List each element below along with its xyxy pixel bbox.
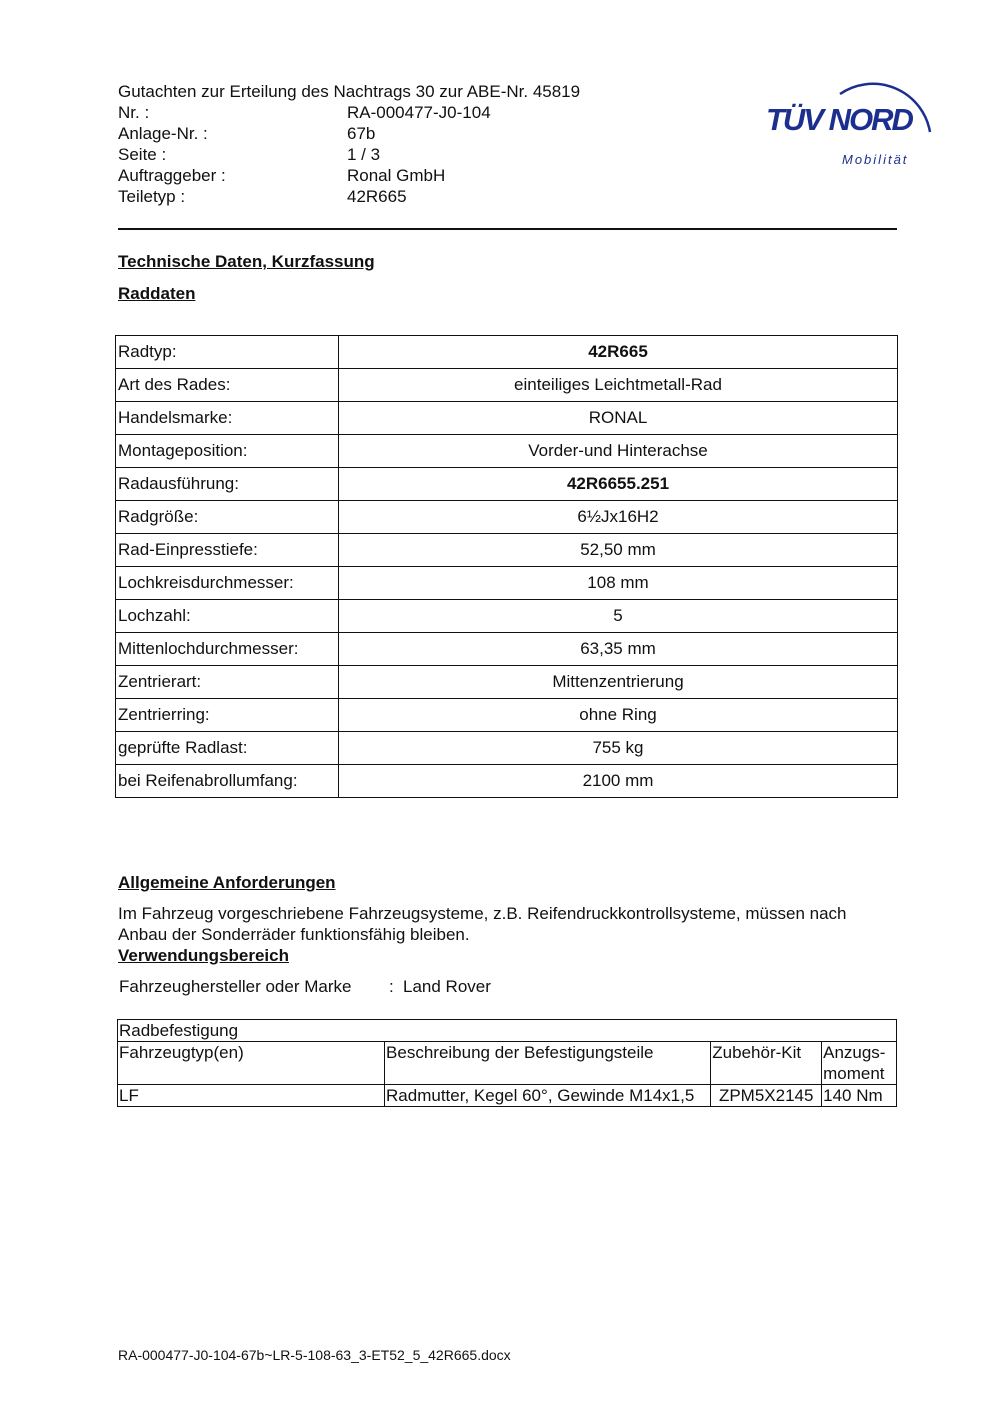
logo-subtitle: Mobilität [842,152,909,167]
table-row [116,435,898,468]
raddaten-table [115,335,898,798]
row-label: Radausführung: [116,468,339,501]
column-header: Beschreibung der Befestigungsteile [385,1042,711,1085]
table-row [116,699,898,732]
meta-value: 1 / 3 [347,145,381,164]
row-label: bei Reifenabrollumfang: [116,765,339,798]
usage-row [119,977,491,997]
table-row [116,732,898,765]
table-row [116,534,898,567]
table-row [116,336,898,369]
table-row [116,468,898,501]
table-row [116,402,898,435]
row-label: Mittenlochdurchmesser: [116,633,339,666]
row-label: Radgröße: [116,501,339,534]
row-value: 755 kg [339,732,898,765]
row-label: Rad-Einpresstiefe: [116,534,339,567]
table-header-row [118,1042,897,1085]
allgemeine-text: Im Fahrzeug vorgeschriebene Fahrzeugsysteme, z.B. Reifendruckkontrollsysteme, müssen nach Anbau der Sonderräder funktionsfähig bleiben. [118,904,847,944]
document-header [118,81,580,207]
row-value: 2100 mm [339,765,898,798]
row-label: Art des Rades: [116,369,339,402]
column-header: Anzugs-moment [822,1042,897,1085]
meta-label: Anlage-Nr. : [118,124,208,143]
row-label: Lochzahl: [116,600,339,633]
table-row [116,633,898,666]
table-cell: Radmutter, Kegel 60°, Gewinde M14x1,5 [385,1085,711,1107]
heading-raddaten: Raddaten [118,284,196,303]
meta-value: 67b [347,124,376,143]
meta-row-anlage [118,123,580,144]
heading-technische-daten: Technische Daten, Kurzfassung [118,252,375,271]
usage-separator: : [389,977,394,996]
row-value: 52,50 mm [339,534,898,567]
row-value: 5 [339,600,898,633]
meta-row-seite [118,144,580,165]
table-title-row [118,1020,897,1042]
meta-value: 42R665 [347,187,407,206]
table-row [116,765,898,798]
table-cell: 140 Nm [822,1085,897,1107]
usage-label: Fahrzeughersteller oder Marke [119,977,352,996]
row-label: Zentrierart: [116,666,339,699]
row-value: Mittenzentrierung [339,666,898,699]
tuv-nord-logo [762,56,942,171]
usage-value: Land Rover [403,977,491,996]
row-value: 6½Jx16H2 [339,501,898,534]
meta-label: Auftraggeber : [118,166,226,185]
row-value: 42R6655.251 [339,468,898,501]
meta-row-auftraggeber [118,165,580,186]
meta-row-teiletyp [118,186,580,207]
table-row [116,600,898,633]
header-divider [118,228,897,230]
table-title: Radbefestigung [118,1020,897,1042]
row-value: Vorder-und Hinterachse [339,435,898,468]
table-row [118,1085,897,1107]
row-label: Lochkreisdurchmesser: [116,567,339,600]
table-row [116,567,898,600]
meta-label: Teiletyp : [118,187,186,206]
table-row [116,666,898,699]
row-value: 108 mm [339,567,898,600]
row-label: Montageposition: [116,435,339,468]
row-label: geprüfte Radlast: [116,732,339,765]
column-header: Fahrzeugtyp(en) [118,1042,385,1085]
meta-value: RA-000477-J0-104 [347,103,491,122]
row-value: 42R665 [339,336,898,369]
table-cell: LF [118,1085,385,1107]
row-label: Radtyp: [116,336,339,369]
table-row [116,369,898,402]
heading-allgemeine-anforderungen: Allgemeine Anforderungen [118,873,336,892]
row-label: Zentrierring: [116,699,339,732]
row-value: RONAL [339,402,898,435]
meta-label: Seite : [118,145,167,164]
meta-label: Nr. : [118,103,150,122]
document-footer: RA-000477-J0-104-67b~LR-5-108-63_3-ET52_5_42R665.docx [118,1347,511,1363]
meta-row-nr [118,102,580,123]
row-label: Handelsmarke: [116,402,339,435]
table-row [116,501,898,534]
document-title: Gutachten zur Erteilung des Nachtrags 30 zur ABE-Nr. 45819 [118,82,581,101]
row-value: einteiliges Leichtmetall-Rad [339,369,898,402]
row-value: 63,35 mm [339,633,898,666]
logo-name: TÜV NORD [766,102,912,137]
heading-verwendungsbereich: Verwendungsbereich [118,946,289,965]
meta-value: Ronal GmbH [347,166,446,185]
table-cell: ZPM5X2145 [711,1085,822,1107]
row-value: ohne Ring [339,699,898,732]
column-header: Zubehör-Kit [711,1042,822,1085]
radbefestigung-table [117,1019,897,1107]
